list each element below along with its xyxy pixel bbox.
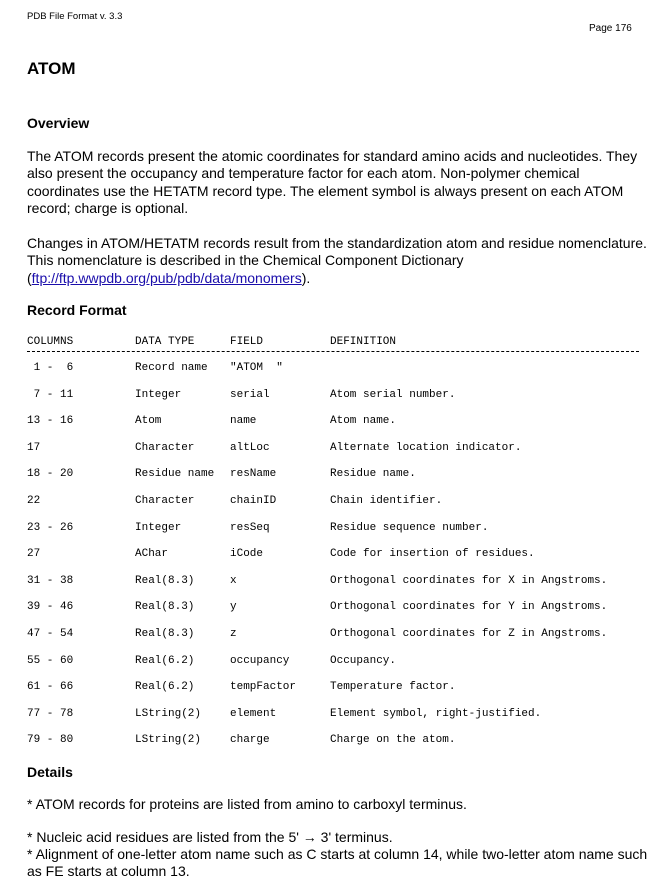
- table-row: [0, 628, 672, 644]
- table-cell: Orthogonal coordinates for Y in Angstroms.: [330, 601, 608, 614]
- table-cell: Integer: [135, 388, 182, 401]
- column-header: FIELD: [230, 336, 264, 348]
- table-row: [0, 734, 672, 750]
- table-row: [0, 468, 672, 484]
- table-cell: Temperature factor.: [330, 681, 456, 694]
- table-row: [0, 442, 672, 458]
- table-cell: altLoc: [230, 441, 270, 454]
- table-cell: serial: [230, 388, 270, 401]
- table-cell: 18 - 20: [27, 468, 74, 481]
- table-cell: z: [230, 628, 237, 640]
- table-cell: Atom serial number.: [330, 388, 456, 401]
- table-cell: Real(6.2): [135, 681, 195, 694]
- table-cell: Element symbol, right-justified.: [330, 707, 542, 720]
- table-cell: element: [230, 707, 277, 720]
- table-row: [0, 362, 672, 378]
- table-cell: Chain identifier.: [330, 495, 443, 507]
- table-cell: Integer: [135, 521, 182, 534]
- table-row: [0, 389, 672, 405]
- table-row: [0, 681, 672, 697]
- table-row: [0, 415, 672, 431]
- table-header-rule: [27, 351, 639, 352]
- table-cell: resName: [230, 468, 277, 481]
- table-cell: x: [230, 574, 237, 587]
- table-cell: Charge on the atom.: [330, 734, 456, 747]
- table-row: [0, 708, 672, 724]
- details-heading: Details: [27, 764, 73, 780]
- column-header: COLUMNS: [27, 336, 74, 348]
- table-cell: Orthogonal coordinates for Z in Angstroms.: [330, 628, 608, 640]
- table-cell: y: [230, 601, 237, 614]
- table-cell: LString(2): [135, 734, 202, 747]
- table-cell: 13 - 16: [27, 415, 74, 428]
- overview-heading: Overview: [27, 115, 90, 131]
- table-cell: Alternate location indicator.: [330, 441, 522, 454]
- table-cell: Code for insertion of residues.: [330, 548, 535, 561]
- table-cell: iCode: [230, 548, 264, 561]
- table-cell: 31 - 38: [27, 574, 74, 587]
- overview-paragraph-2: [27, 235, 652, 287]
- table-cell: Residue name.: [330, 468, 416, 481]
- table-cell: 77 - 78: [27, 707, 74, 720]
- table-cell: Real(8.3): [135, 628, 195, 640]
- table-cell: name: [230, 415, 257, 428]
- table-cell: resSeq: [230, 521, 270, 534]
- table-cell: 39 - 46: [27, 601, 74, 614]
- table-cell: 27: [27, 548, 41, 561]
- table-cell: Real(8.3): [135, 574, 195, 587]
- table-cell: Atom: [135, 415, 162, 428]
- table-cell: 61 - 66: [27, 681, 74, 694]
- table-cell: tempFactor: [230, 681, 297, 694]
- table-cell: Real(8.3): [135, 601, 195, 614]
- table-cell: 79 - 80: [27, 734, 74, 747]
- table-cell: "ATOM ": [230, 362, 283, 374]
- table-cell: Record name: [135, 362, 208, 374]
- table-row: [0, 655, 672, 671]
- table-cell: Real(6.2): [135, 654, 195, 667]
- table-cell: AChar: [135, 548, 169, 561]
- column-header: DEFINITION: [330, 336, 397, 348]
- table-cell: Occupancy.: [330, 654, 397, 667]
- table-row: [0, 495, 672, 511]
- table-cell: charge: [230, 734, 270, 747]
- table-cell: Residue sequence number.: [330, 521, 489, 534]
- table-cell: 1 - 6: [27, 362, 74, 374]
- table-cell: 17: [27, 441, 41, 454]
- table-row: [0, 601, 672, 617]
- details-item: * ATOM records for proteins are listed from amino to carboxyl terminus.: [27, 796, 467, 812]
- header-page-number: Page 176: [589, 23, 632, 34]
- table-cell: 7 - 11: [27, 388, 74, 401]
- table-row: [0, 575, 672, 591]
- record-format-heading: Record Format: [27, 302, 127, 318]
- column-header: DATA TYPE: [135, 336, 195, 348]
- table-cell: 23 - 26: [27, 521, 74, 534]
- table-cell: chainID: [230, 495, 277, 507]
- table-cell: LString(2): [135, 707, 202, 720]
- table-row: [0, 522, 672, 538]
- table-cell: Character: [135, 495, 195, 507]
- table-cell: 55 - 60: [27, 654, 74, 667]
- overview-paragraph-1: The ATOM records present the atomic coordinates for standard amino acids and nucleotides. They also present the occupancy and temperature factor for each atom. Non-polymer chemical coordinates use the HETATM record type. The element symbol is always present on each ATOM record; charge is optional.: [27, 148, 638, 217]
- table-cell: Orthogonal coordinates for X in Angstroms.: [330, 574, 608, 587]
- table-row: [0, 548, 672, 564]
- monomers-ftp-link[interactable]: ftp://ftp.wwpdb.org/pub/pdb/data/monomers: [31, 269, 302, 286]
- table-cell: 22: [27, 495, 41, 507]
- header-doc-title: PDB File Format v. 3.3: [27, 11, 123, 22]
- table-header-row: [0, 336, 672, 352]
- table-cell: Residue name: [135, 468, 215, 481]
- page-title: ATOM: [27, 59, 76, 78]
- details-item: * Nucleic acid residues are listed from the 5' → 3' terminus.: [27, 829, 393, 845]
- table-cell: Character: [135, 441, 195, 454]
- overview-paragraph-2-end: ).: [301, 269, 311, 286]
- overview-paragraph-2-text: Changes in ATOM/HETATM records result from the standardization atom and residue nomenclature. This nomenclature is described in the Chemical Component Dictionary (: [27, 235, 647, 286]
- table-cell: 47 - 54: [27, 628, 74, 640]
- details-item: * Alignment of one-letter atom name such as C starts at column 14, while two-letter atom name such as FE starts at column 13.: [27, 846, 648, 880]
- table-cell: occupancy: [230, 654, 290, 667]
- table-cell: Atom name.: [330, 415, 397, 428]
